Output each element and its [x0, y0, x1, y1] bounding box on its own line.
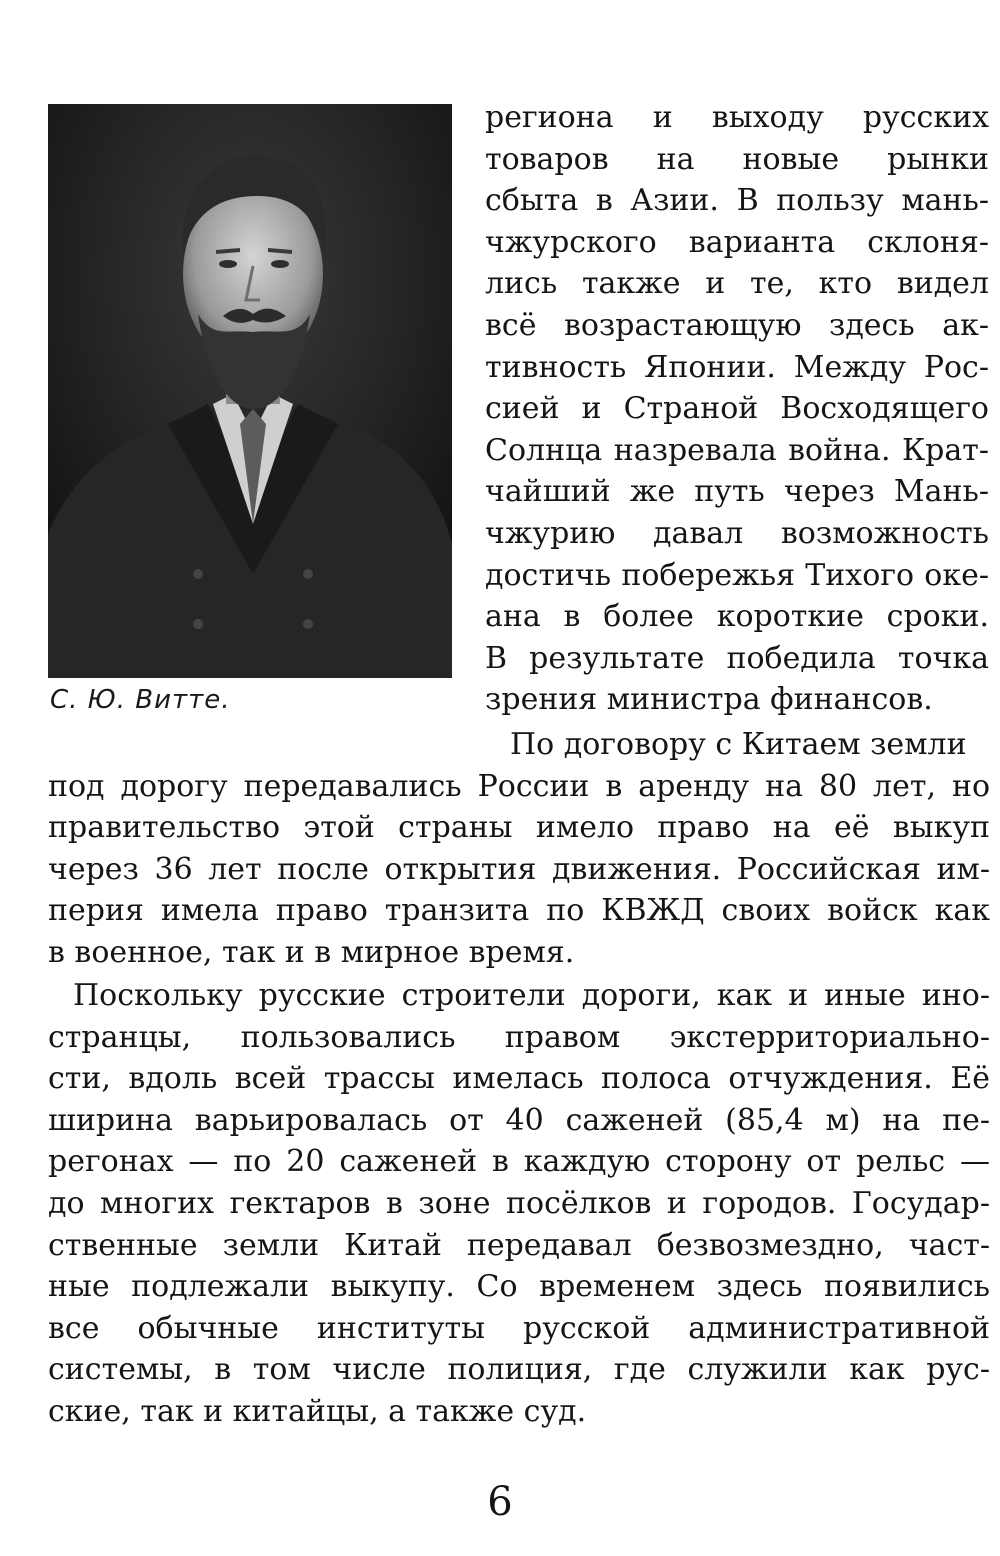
page-number: 6: [487, 1479, 513, 1525]
text-line: тивность Японии. Между Рос-: [485, 349, 989, 385]
text-line: системы, в том числе полиция, где служили как рус-: [48, 1352, 990, 1388]
side-column-text: [485, 97, 989, 721]
text-line: зрения министра финансов.: [485, 682, 933, 718]
text-line: правительство этой страны имело право на её выкуп: [48, 810, 990, 846]
text-line: сбыта в Азии. В пользу мань-: [485, 183, 989, 219]
text-line: перия имела право транзита по КВЖД своих войск как: [48, 893, 990, 929]
paragraph-exclusion-zone: [48, 975, 990, 1433]
text-line: сией и Страной Восходящего: [485, 391, 989, 427]
portrait-photo: [48, 104, 452, 678]
text-line: всё возрастающую здесь ак-: [485, 307, 989, 343]
text-line: чайший же путь через Мань-: [485, 474, 989, 510]
paragraph-first-line: По договору с Китаем земли: [510, 727, 967, 762]
text-line: Солнца назревала война. Крат-: [485, 432, 989, 468]
portrait-icon: [48, 104, 452, 678]
text-line: В результате победила точка: [485, 640, 989, 676]
photo-caption: С. Ю. Витте.: [50, 685, 231, 715]
text-line: региона и выходу русских: [485, 100, 989, 135]
paragraph-lease: [48, 724, 990, 974]
text-line: товаров на новые рынки: [485, 141, 989, 177]
text-line: Поскольку русские строители дороги, как и иные ино-: [73, 978, 990, 1013]
text-line: ные подлежали выкупу. Со временем здесь появились: [48, 1269, 990, 1305]
text-line: достичь побережья Тихого оке-: [485, 557, 989, 593]
text-line: чжурского варианта склоня-: [485, 224, 989, 260]
text-line: лись также и те, кто видел: [485, 266, 989, 302]
text-line: в военное, так и в мирное время.: [48, 934, 575, 970]
text-line: под дорогу передавались России в аренду на 80 лет, но: [48, 768, 990, 804]
text-line: ские, так и китайцы, а также суд.: [48, 1393, 587, 1429]
text-line: регонах — по 20 саженей в каждую сторону от рельс —: [48, 1144, 990, 1180]
text-line: до многих гектаров в зоне посёлков и городов. Государ-: [48, 1185, 990, 1221]
text-line: ширина варьировалась от 40 саженей (85,4 м) на пе-: [48, 1102, 990, 1138]
text-line: ственные земли Китай передавал безвозмездно, част-: [48, 1227, 990, 1263]
text-line: через 36 лет после открытия движения. Российская им-: [48, 851, 990, 887]
text-line: ана в более короткие сроки.: [485, 599, 989, 635]
text-line: все обычные институты русской административной: [48, 1310, 990, 1346]
text-line: странцы, пользовались правом экстерриториально-: [48, 1019, 990, 1055]
text-line: чжурию давал возможность: [485, 515, 989, 551]
text-line: сти, вдоль всей трассы имелась полоса отчуждения. Её: [48, 1061, 990, 1097]
